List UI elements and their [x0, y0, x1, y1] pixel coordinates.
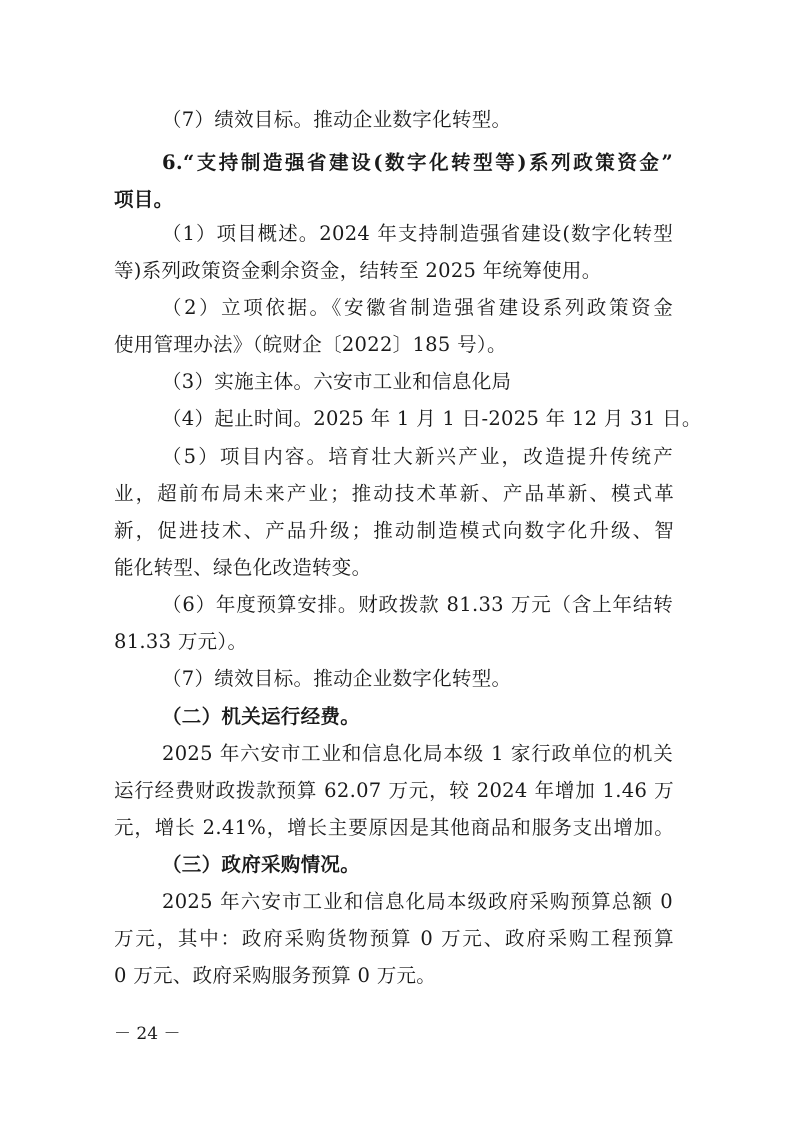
- text-line: 能化转型、绿色化改造转变。: [114, 556, 372, 579]
- text-line: 81.33 万元）。: [114, 630, 248, 653]
- text-line: （1）项目概述。2024 年支持制造强省建设(数字化转型: [162, 222, 673, 245]
- text-line: 使用管理办法》（皖财企〔2022〕185 号）。: [114, 333, 507, 356]
- text-line: （6）年度预算安排。财政拨款 81.33 万元（含上年结转: [162, 593, 673, 616]
- text-line: 2025 年六安市工业和信息化局本级 1 家行政单位的机关: [162, 742, 673, 765]
- text-line: 运行经费财政拨款预算 62.07 万元，较 2024 年增加 1.46 万: [114, 779, 674, 802]
- text-line: （2）立项依据。《安徽省制造强省建设系列政策资金: [162, 296, 673, 319]
- text-line: 元，增长 2.41%，增长主要原因是其他商品和服务支出增加。: [114, 816, 674, 839]
- text-line: 新，促进技术、产品升级；推动制造模式向数字化升级、智: [114, 519, 674, 542]
- subsection-heading: （二）机关运行经费。: [162, 705, 361, 728]
- text-line: （5）项目内容。培育壮大新兴产业，改造提升传统产: [162, 445, 673, 468]
- text-line: （7）绩效目标。推动企业数字化转型。: [162, 667, 512, 690]
- text-line: 0 万元、政府采购服务预算 0 万元。: [114, 964, 437, 987]
- text-line: （7）绩效目标。推动企业数字化转型。: [162, 108, 512, 131]
- page-number: － 24 －: [114, 1024, 181, 1044]
- text-line: （3）实施主体。六安市工业和信息化局: [162, 370, 512, 393]
- subsection-heading: （三）政府采购情况。: [162, 853, 361, 876]
- section-heading: 6.“支持制造强省建设(数字化转型等)系列政策资金”: [162, 151, 673, 174]
- text-line: 等)系列政策资金剩余资金，结转至 2025 年统筹使用。: [114, 259, 602, 282]
- text-line: （4）起止时间。2025 年 1 月 1 日-2025 年 12 月 31 日。: [162, 407, 702, 430]
- text-line: 万元，其中：政府采购货物预算 0 万元、政府采购工程预算: [114, 927, 674, 950]
- text-line: 2025 年六安市工业和信息化局本级政府采购预算总额 0: [162, 890, 673, 913]
- text-line: 业，超前布局未来产业；推动技术革新、产品革新、模式革: [114, 482, 674, 505]
- section-heading-cont: 项目。: [114, 188, 174, 211]
